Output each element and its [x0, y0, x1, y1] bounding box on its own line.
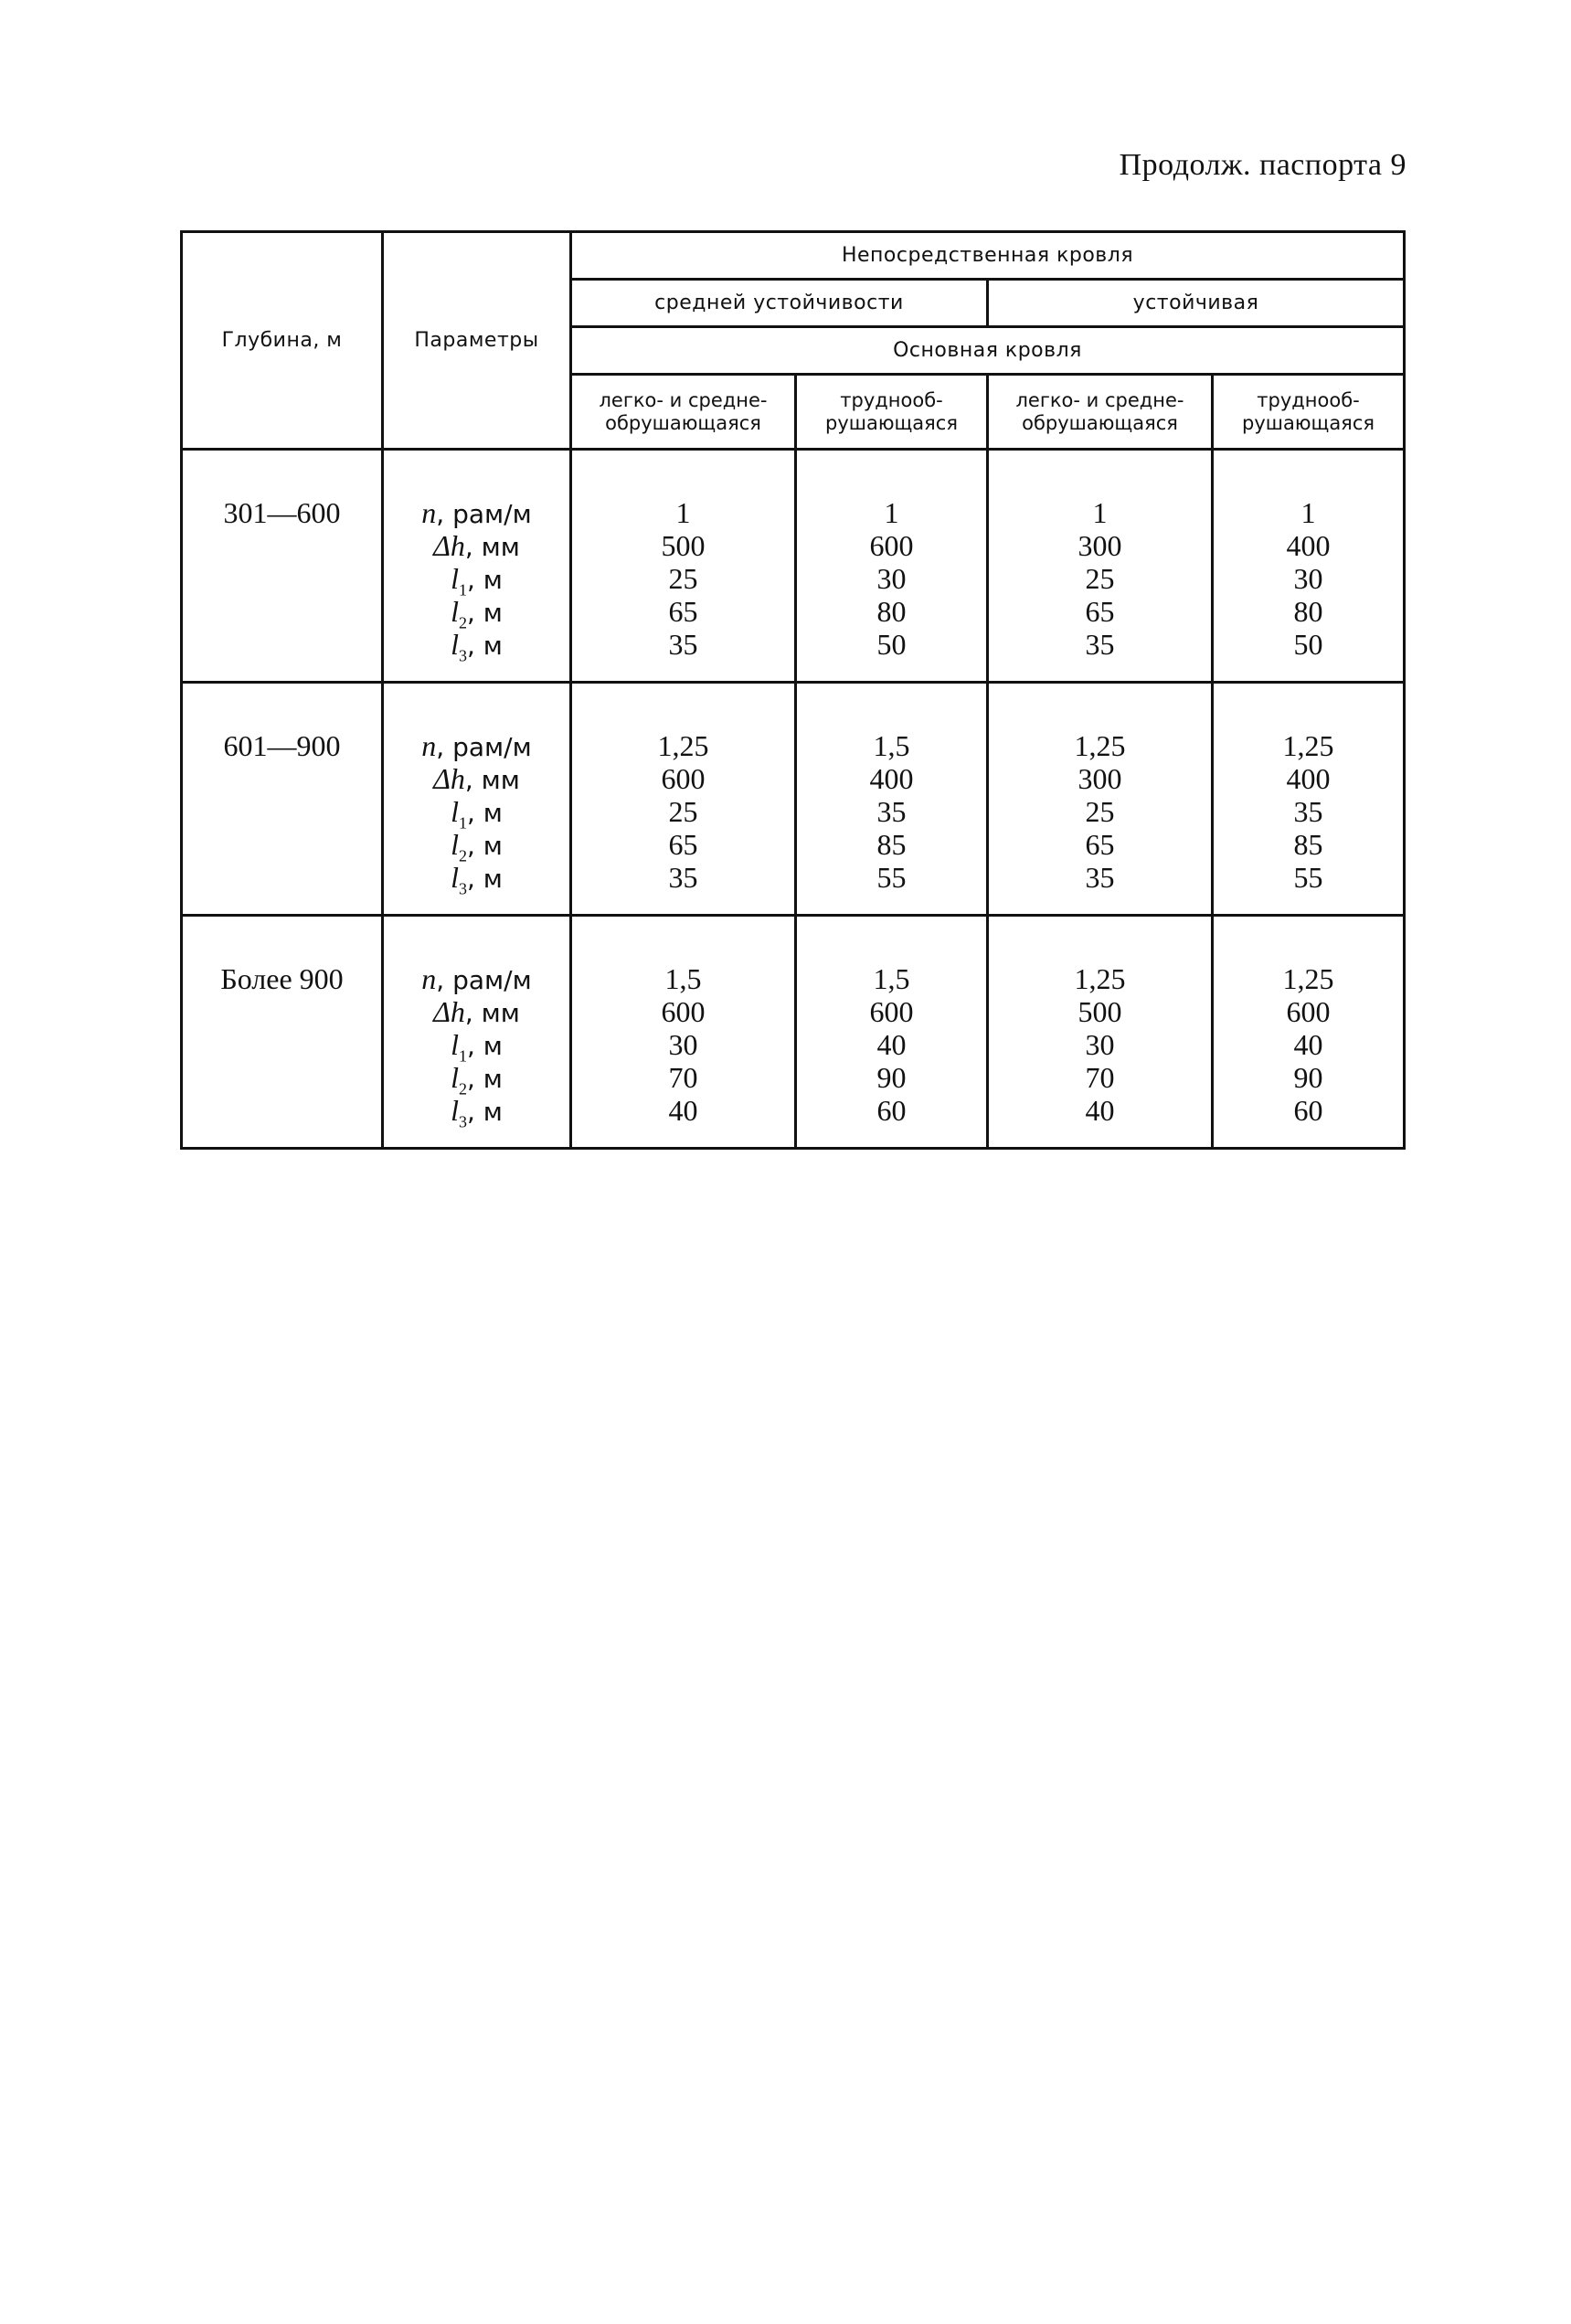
param-subscript: 2: [458, 846, 467, 865]
value-item: 50: [1293, 628, 1323, 661]
param-symbol: l: [451, 1094, 459, 1127]
param-subscript: 2: [458, 613, 467, 632]
param-unit: , мм: [464, 998, 520, 1028]
value-item: 40: [876, 1028, 907, 1061]
param-subscript: 1: [458, 580, 467, 600]
value-item: 1,25: [1074, 962, 1126, 995]
param-symbol: l: [451, 795, 459, 828]
value-item: 1,5: [873, 962, 910, 995]
value-item: 1,25: [1074, 729, 1126, 762]
value-item: 35: [1293, 795, 1323, 828]
param-label: [451, 795, 503, 833]
header-hard-line1: труднооб-: [1257, 388, 1360, 411]
value-item: 90: [1293, 1061, 1323, 1094]
value-cell: [796, 916, 988, 1149]
depth-cell: 301—600: [182, 450, 383, 683]
header-easy-line1: легко- и средне-: [599, 388, 768, 411]
value-item: 30: [876, 562, 907, 595]
table-row: [182, 683, 1405, 916]
value-cell: [1213, 916, 1405, 1149]
param-label: [451, 1061, 503, 1098]
header-immediate-roof: Непосредственная кровля: [571, 232, 1405, 280]
value-item: 35: [1085, 628, 1115, 661]
param-label: [433, 995, 520, 1028]
value-item: 600: [661, 762, 706, 795]
param-symbol: Δh: [433, 995, 465, 1028]
value-item: 40: [668, 1094, 698, 1127]
param-unit: , м: [466, 631, 503, 661]
param-unit: , мм: [464, 532, 520, 562]
value-item: 35: [668, 628, 698, 661]
value-item: 400: [1286, 529, 1331, 562]
param-symbol: l: [451, 861, 459, 894]
value-item: 30: [668, 1028, 698, 1061]
param-symbol: n: [421, 962, 437, 995]
value-list: [572, 917, 794, 1147]
header-easy-collapsing-stable: [988, 375, 1213, 450]
value-item: 25: [668, 795, 698, 828]
param-list: [384, 451, 569, 681]
value-item: 65: [668, 828, 698, 861]
value-list: [572, 684, 794, 914]
value-item: 85: [876, 828, 907, 861]
param-subscript: 3: [458, 646, 467, 665]
param-unit: , м: [466, 1097, 503, 1127]
value-item: 35: [1085, 861, 1115, 894]
value-list: [1214, 684, 1403, 914]
table-row: [182, 450, 1405, 683]
header-hard-line1: труднооб-: [840, 388, 943, 411]
value-item: 1: [1300, 496, 1316, 529]
param-symbol: l: [451, 595, 459, 628]
value-item: 65: [1085, 595, 1115, 628]
value-cell: [571, 683, 796, 916]
value-cell: [988, 683, 1213, 916]
param-unit: , м: [466, 598, 503, 628]
value-item: 600: [869, 529, 914, 562]
value-item: 40: [1293, 1028, 1323, 1061]
value-item: 600: [869, 995, 914, 1028]
value-item: 40: [1085, 1094, 1115, 1127]
value-cell: [988, 450, 1213, 683]
value-item: 1,5: [664, 962, 702, 995]
value-item: 500: [1077, 995, 1122, 1028]
table-row: [182, 916, 1405, 1149]
value-item: 300: [1077, 762, 1122, 795]
value-list: [989, 451, 1211, 681]
header-hard-collapsing-stable: [1213, 375, 1405, 450]
value-item: 55: [876, 861, 907, 894]
param-symbol: l: [451, 1061, 459, 1094]
header-hard-line2: рушающаяся: [825, 411, 958, 434]
value-cell: [796, 683, 988, 916]
value-item: 65: [668, 595, 698, 628]
param-symbol: l: [451, 562, 459, 595]
page-header-continuation: Продолж. паспорта 9: [1119, 148, 1406, 182]
param-subscript: 2: [458, 1079, 467, 1098]
value-item: 80: [1293, 595, 1323, 628]
param-unit: , м: [466, 831, 503, 861]
param-unit: , м: [466, 1064, 503, 1094]
value-item: 55: [1293, 861, 1323, 894]
param-symbol: n: [421, 729, 437, 762]
value-cell: [796, 450, 988, 683]
value-list: [797, 917, 986, 1147]
param-symbol: Δh: [433, 529, 465, 562]
value-item: 1,25: [657, 729, 709, 762]
depth-cell: Более 900: [182, 916, 383, 1149]
header-depth: Глубина, м: [182, 232, 383, 450]
header-easy-line2: обрушающаяся: [605, 411, 761, 434]
param-symbol: n: [421, 496, 437, 529]
value-item: 25: [1085, 562, 1115, 595]
params-cell: [383, 916, 571, 1149]
value-item: 70: [1085, 1061, 1115, 1094]
value-item: 400: [1286, 762, 1331, 795]
param-label: [451, 828, 503, 865]
value-item: 1: [884, 496, 899, 529]
param-symbol: l: [451, 1028, 459, 1061]
value-item: 90: [876, 1061, 907, 1094]
param-subscript: 1: [458, 1046, 467, 1066]
value-item: 60: [876, 1094, 907, 1127]
param-subscript: 3: [458, 1112, 467, 1131]
param-label: [421, 496, 531, 529]
depth-cell: 601—900: [182, 683, 383, 916]
value-list: [989, 684, 1211, 914]
param-label: [451, 1028, 503, 1066]
value-list: [572, 451, 794, 681]
value-item: 65: [1085, 828, 1115, 861]
value-item: 25: [1085, 795, 1115, 828]
header-stable: устойчивая: [988, 280, 1405, 327]
value-item: 400: [869, 762, 914, 795]
value-item: 35: [876, 795, 907, 828]
value-list: [1214, 451, 1403, 681]
value-item: 85: [1293, 828, 1323, 861]
param-unit: , м: [466, 565, 503, 595]
param-symbol: l: [451, 828, 459, 861]
value-item: 1,25: [1282, 729, 1334, 762]
value-item: 70: [668, 1061, 698, 1094]
parameters-table: [180, 230, 1406, 1150]
param-symbol: Δh: [433, 762, 465, 795]
param-unit: , рам/м: [436, 499, 532, 529]
value-item: 300: [1077, 529, 1122, 562]
param-subscript: 1: [458, 813, 467, 833]
value-item: 1: [1092, 496, 1108, 529]
value-list: [797, 451, 986, 681]
value-item: 600: [661, 995, 706, 1028]
value-item: 30: [1293, 562, 1323, 595]
value-item: 30: [1085, 1028, 1115, 1061]
header-easy-collapsing: [571, 375, 796, 450]
param-label: [451, 562, 503, 600]
params-cell: [383, 450, 571, 683]
value-item: 600: [1286, 995, 1331, 1028]
header-params: Параметры: [383, 232, 571, 450]
value-cell: [571, 450, 796, 683]
value-item: 35: [668, 861, 698, 894]
value-cell: [988, 916, 1213, 1149]
param-label: [433, 762, 520, 795]
value-cell: [1213, 683, 1405, 916]
header-main-roof: Основная кровля: [571, 327, 1405, 375]
header-hard-collapsing: [796, 375, 988, 450]
value-item: 500: [661, 529, 706, 562]
param-subscript: 3: [458, 879, 467, 898]
value-item: 1,25: [1282, 962, 1334, 995]
param-symbol: l: [451, 628, 459, 661]
param-unit: , рам/м: [436, 732, 532, 762]
value-item: 1,5: [873, 729, 910, 762]
value-list: [1214, 917, 1403, 1147]
param-label: [451, 628, 503, 665]
param-label: [421, 729, 531, 762]
param-unit: , м: [466, 1031, 503, 1061]
header-hard-line2: рушающаяся: [1242, 411, 1375, 434]
value-item: 80: [876, 595, 907, 628]
param-unit: , м: [466, 864, 503, 894]
params-cell: [383, 683, 571, 916]
param-label: [451, 861, 503, 898]
param-unit: , рам/м: [436, 965, 532, 995]
header-medium-stability: средней устойчивости: [571, 280, 988, 327]
value-item: 50: [876, 628, 907, 661]
value-item: 60: [1293, 1094, 1323, 1127]
value-list: [797, 684, 986, 914]
param-label: [451, 1094, 503, 1131]
value-cell: [1213, 450, 1405, 683]
param-label: [421, 962, 531, 995]
value-cell: [571, 916, 796, 1149]
value-item: 25: [668, 562, 698, 595]
param-unit: , мм: [464, 765, 520, 795]
header-easy-line2: обрушающаяся: [1022, 411, 1178, 434]
param-label: [451, 595, 503, 632]
param-label: [433, 529, 520, 562]
param-list: [384, 684, 569, 914]
value-list: [989, 917, 1211, 1147]
value-item: 1: [675, 496, 691, 529]
param-unit: , м: [466, 798, 503, 828]
header-easy-line1: легко- и средне-: [1015, 388, 1184, 411]
param-list: [384, 917, 569, 1147]
